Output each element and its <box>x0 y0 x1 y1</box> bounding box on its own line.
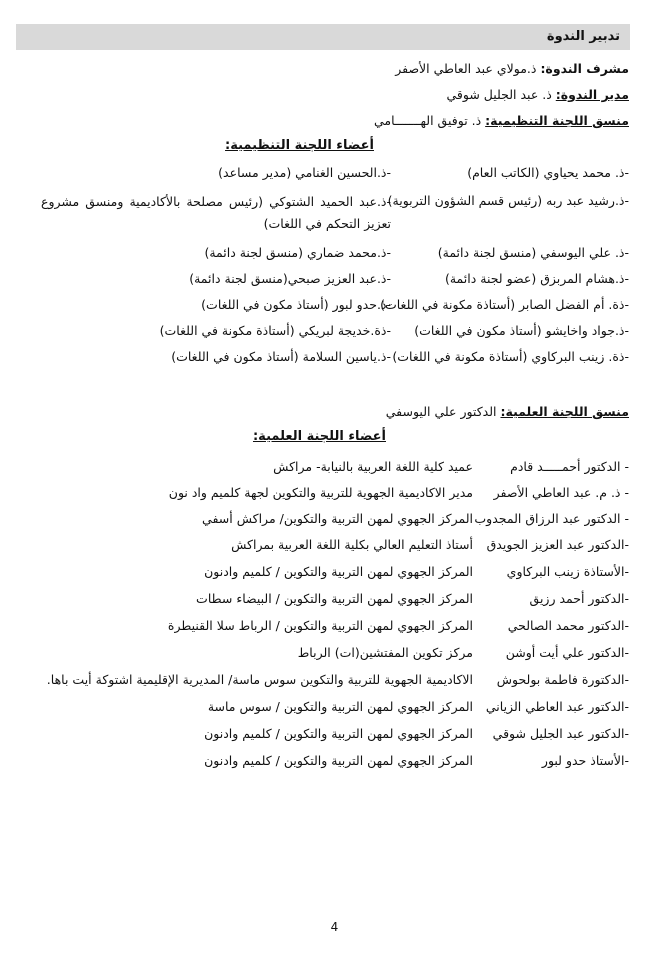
scientific-member-name: -الدكتور أحمد رزيق <box>529 591 629 606</box>
scientific-row <box>0 724 669 746</box>
scientific-member-affiliation: المركز الجهوي لمهن التربية والتكوين / الرباط سلا القنيطرة <box>167 618 473 633</box>
organizing-row <box>0 295 669 317</box>
organizing-member: -ذ.ياسين السلامة (أستاذ مكون في اللغات) <box>171 349 391 364</box>
scientific-row <box>0 751 669 773</box>
director-label: مدير الندوة: <box>555 87 629 102</box>
scientific-row <box>0 589 669 611</box>
organizing-member: -ذة.خديجة لبريكي (أستاذة مكونة في اللغات) <box>159 323 391 338</box>
scientific-row <box>0 483 669 505</box>
scientific-coordinator-value: الدكتور علي اليوسفي <box>385 404 501 419</box>
scientific-member-name: - ذ. م. عبد العاطي الأصفر <box>493 485 629 500</box>
organizing-member: -ذ.عبد العزيز صبحي(منسق لجنة دائمة) <box>189 271 391 286</box>
scientific-member-name: -الدكتور عبد العزيز الجويدق <box>486 537 629 552</box>
organizing-row <box>0 269 669 291</box>
scientific-member-affiliation: عميد كلية اللغة العربية بالنيابة- مراكش <box>273 459 473 474</box>
scientific-member-name: -الأستاذة زينب البركاوي <box>506 564 629 579</box>
director-line <box>446 86 629 104</box>
page-number: 4 <box>330 920 339 934</box>
scientific-row <box>0 697 669 719</box>
organizing-member: -ذ. محمد يحياوي (الكاتب العام) <box>467 165 629 180</box>
scientific-member-affiliation: المركز الجهوي لمهن التربية والتكوين/ مراكش أسفي <box>202 511 473 526</box>
scientific-committee-heading: أعضاء اللجنة العلمية: <box>252 429 386 444</box>
scientific-row <box>0 457 669 479</box>
organizing-member: -ذة. زينب البركاوي (أستاذة مكونة في اللغات) <box>392 349 629 364</box>
scientific-row <box>0 643 669 665</box>
scientific-row <box>0 562 669 584</box>
scientific-member-affiliation: المركز الجهوي لمهن التربية والتكوين / كلميم وادنون <box>204 564 473 579</box>
scientific-member-name: - الدكتور أحمـــــد قادم <box>510 459 629 474</box>
organizing-member: -ذة. أم الفضل الصابر (أستاذة مكونة في اللغات) <box>380 297 629 312</box>
organizing-member: -ذ. علي اليوسفي (منسق لجنة دائمة) <box>437 245 629 260</box>
scientific-member-affiliation: مدير الاكاديمية الجهوية للتربية والتكوين لجهة كلميم واد نون <box>168 485 473 500</box>
org-coordinator-line <box>374 112 629 130</box>
scientific-row <box>0 616 669 638</box>
organizing-member: -ذ.جواد واخايشو (أستاذ مكون في اللغات) <box>414 323 629 338</box>
scientific-coordinator-line <box>386 403 629 421</box>
organizing-committee-heading: أعضاء اللجنة التنظيمية: <box>225 138 374 153</box>
scientific-row <box>0 670 669 692</box>
organizing-member: -ذ.رشيد عبد ربه (رئيس قسم الشؤون التربوية) <box>387 193 629 208</box>
scientific-row <box>0 509 669 531</box>
scientific-member-affiliation: الاكاديمية الجهوية للتربية والتكوين سوس ماسة/ المديرية الإقليمية اشتوكة أيت باها. <box>46 672 473 687</box>
organizing-row <box>0 243 669 265</box>
org-coordinator-value: ذ. توفيق الهـــــــامي <box>373 113 486 128</box>
organizing-row <box>0 347 669 369</box>
scientific-member-name: -الدكتور محمد الصالحي <box>507 618 629 633</box>
organizing-member: -ذ.عبد الحميد الشتوكي (رئيس مصلحة بالأكاديمية ومنسق مشروع تعزيز التحكم في اللغات) <box>41 194 391 231</box>
scientific-member-name: - الدكتور عبد الرزاق المجدوب <box>474 511 629 526</box>
organizing-row <box>0 191 669 231</box>
scientific-member-affiliation: المركز الجهوي لمهن التربية والتكوين / البيضاء سطات <box>196 591 473 606</box>
organizing-member: -ذ.حدو لبور (أستاذ مكون في اللغات) <box>201 297 391 312</box>
scientific-member-name: -الدكتور علي أيت أوشن <box>505 645 629 660</box>
supervisor-value: ذ.مولاي عبد العاطي الأصفر <box>395 61 541 76</box>
organizing-member: -ذ.هشام المربزق (عضو لجنة دائمة) <box>444 271 629 286</box>
scientific-row <box>0 535 669 557</box>
scientific-member-name: -الأستاذ حدو لبور <box>541 753 629 768</box>
director-value: ذ. عبد الجليل شوقي <box>446 87 556 102</box>
scientific-member-name: -الدكتورة فاطمة بولحوش <box>496 672 629 687</box>
org-coordinator-label: منسق اللجنة التنظيمية: <box>485 113 629 128</box>
scientific-coordinator-label: منسق اللجنة العلمية: <box>500 404 629 419</box>
supervisor-label: مشرف الندوة: <box>540 61 629 76</box>
scientific-member-affiliation: المركز الجهوي لمهن التربية والتكوين / كلميم وادنون <box>204 726 473 741</box>
section-header-bar <box>16 24 630 50</box>
section-title: تدبير الندوة <box>546 29 620 44</box>
organizing-member: -ذ.الحسين الغنامي (مدير مساعد) <box>218 165 391 180</box>
scientific-member-affiliation: المركز الجهوي لمهن التربية والتكوين / كلميم وادنون <box>204 753 473 768</box>
scientific-member-affiliation: أستاذ التعليم العالي بكلية اللغة العربية بمراكش <box>231 537 473 552</box>
scientific-member-name: -الدكتور عبد العاطي الزياني <box>485 699 629 714</box>
organizing-member: -ذ.محمد ضماري (منسق لجنة دائمة) <box>204 245 391 260</box>
supervisor-line <box>395 60 629 78</box>
scientific-member-name: -الدكتور عبد الجليل شوقي <box>492 726 629 741</box>
organizing-row <box>0 163 669 185</box>
organizing-row <box>0 321 669 343</box>
scientific-member-affiliation: مركز تكوين المفتشين(ات) الرباط <box>297 645 473 660</box>
scientific-member-affiliation: المركز الجهوي لمهن التربية والتكوين / سوس ماسة <box>207 699 473 714</box>
